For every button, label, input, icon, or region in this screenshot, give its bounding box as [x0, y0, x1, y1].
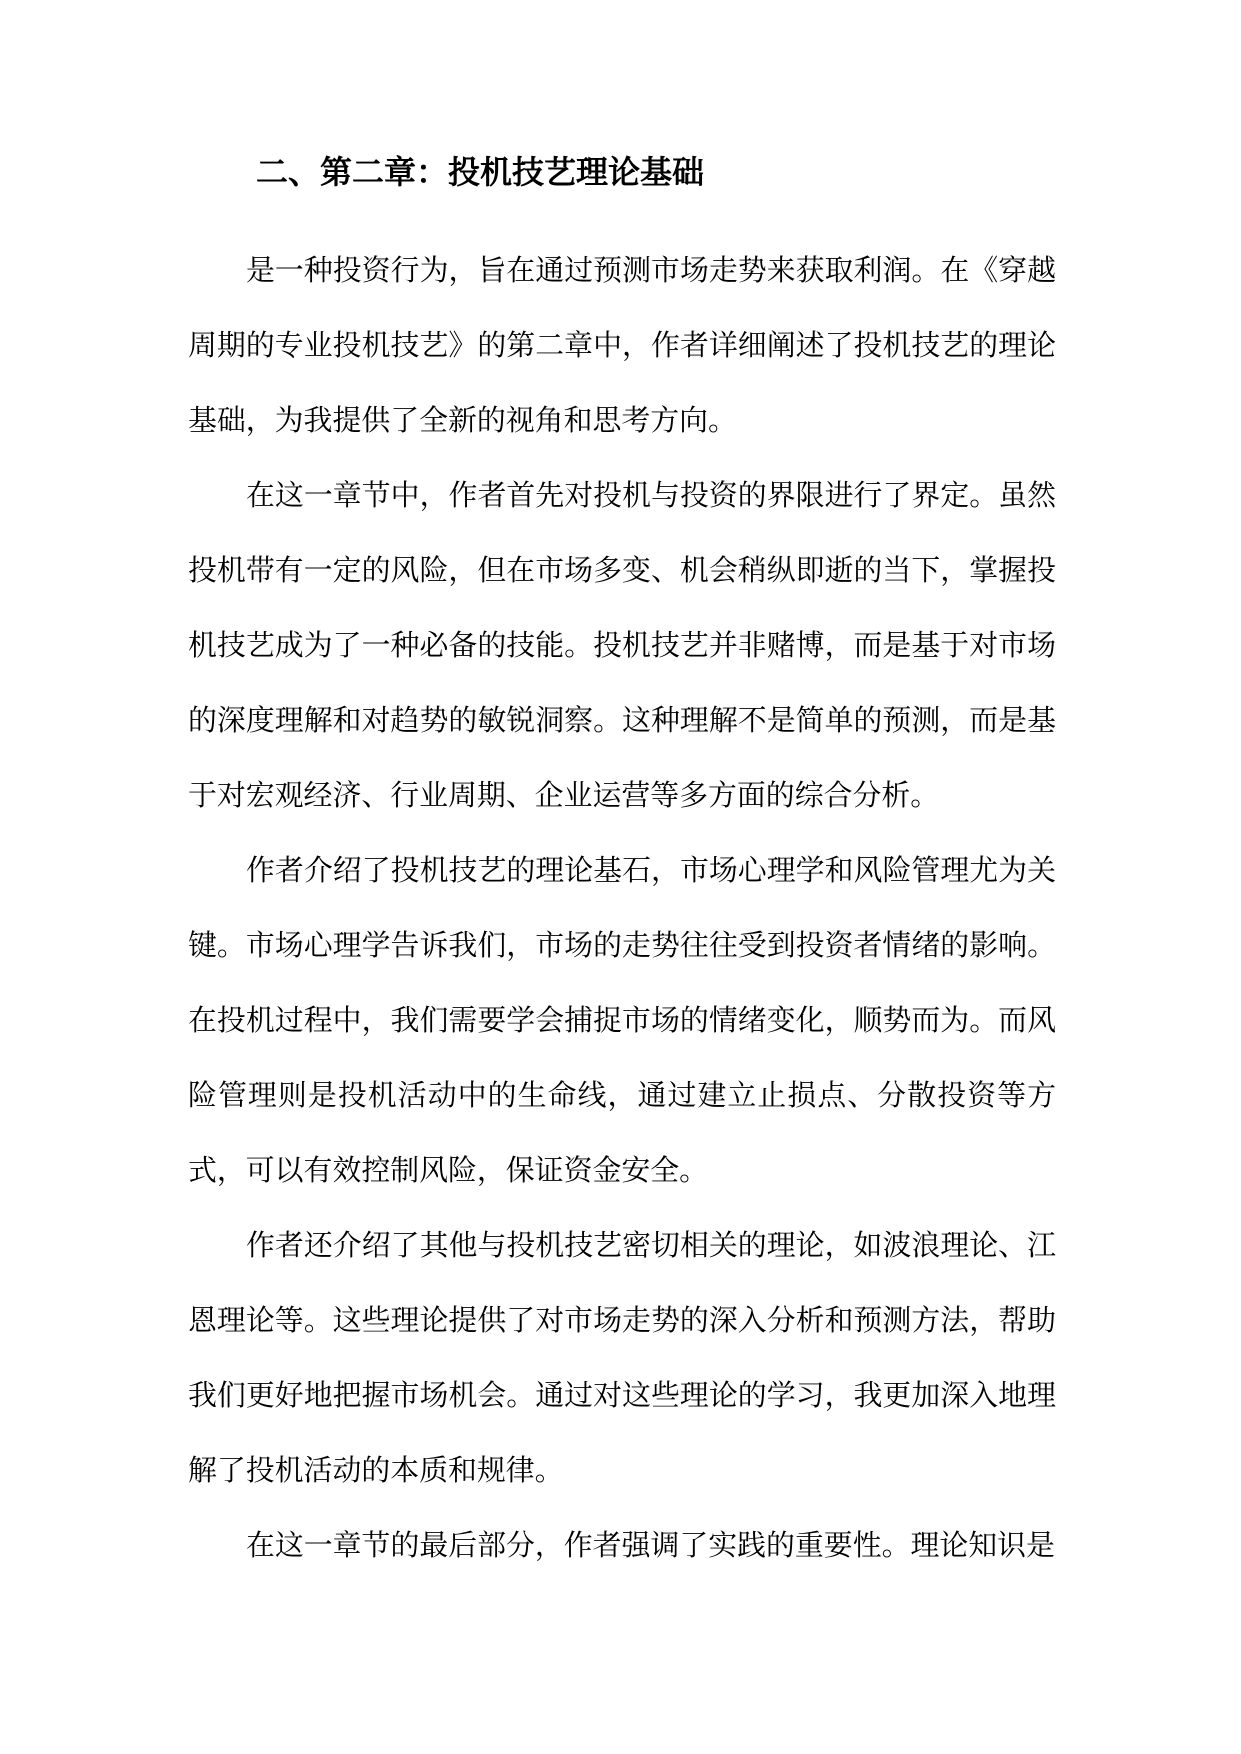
paragraph-4: 作者还介绍了其他与投机技艺密切相关的理论，如波浪理论、江恩理论等。这些理论提供了对市场走势的深入分析和预测方法，帮助我们更好地把握市场机会。通过对这些理论的学习，我更加深入地理解了投机活动的本质和规律。	[188, 1228, 1056, 1487]
paragraph-2: 在这一章节中，作者首先对投机与投资的界限进行了界定。虽然投机带有一定的风险，但在市场多变、机会稍纵即逝的当下，掌握投机技艺成为了一种必备的技能。投机技艺并非赌博，而是基于对市场的深度理解和对趋势的敏锐洞察。这种理解不是简单的预测，而是基于对宏观经济、行业周期、企业运营等多方面的综合分析。	[188, 478, 1056, 812]
section-heading: 二、第二章：投机技艺理论基础	[256, 153, 705, 191]
page-content	[188, 150, 1056, 1583]
paragraph-3: 作者介绍了投机技艺的理论基石，市场心理学和风险管理尤为关键。市场心理学告诉我们，市场的走势往往受到投资者情绪的影响。在投机过程中，我们需要学会捕捉市场的情绪变化，顺势而为。而风险管理则是投机活动中的生命线，通过建立止损点、分散投资等方式，可以有效控制风险，保证资金安全。	[188, 853, 1056, 1187]
paragraph-5: 在这一章节的最后部分，作者强调了实践的重要性。理论知识是	[246, 1528, 1055, 1562]
paragraph-1: 是一种投资行为，旨在通过预测市场走势来获取利润。在《穿越周期的专业投机技艺》的第二章中，作者详细阐述了投机技艺的理论基础，为我提供了全新的视角和思考方向。	[188, 253, 1056, 437]
